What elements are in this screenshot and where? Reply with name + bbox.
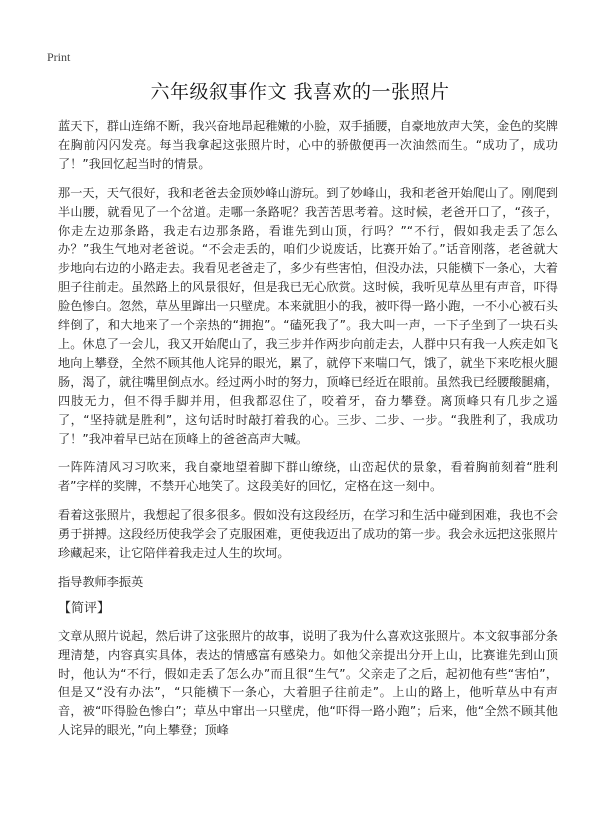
paragraph-2: 那一天，天气很好，我和老爸去金顶妙峰山游玩。到了妙峰山，我和老爸开始爬山了。刚爬到半山腰，就看见了一个岔道。走哪一条路呢？我苦苦思考着。这时候，老爸开口了，“孩子，你走左边那条路，我走右边那条路，看谁先到山顶，行吗？”“不行，假如我走丢了怎么办？”我生气地对老爸说。“不会走丢的，咱们少说废话，比赛开始了。”话音刚落，老爸就大步地向右边的小路走去。我看见老爸走了，多少有些害怕，但没办法，只能横下一条心，大着胆子往前走。虽然路上的风景很好，但是我已无心欣赏。这时候，我听见草丛里有声音，吓得脸色惨白。忽然，草丛里蹿出一只壁虎。本来就胆小的我，被吓得一路小跑，一不小心被石头绊倒了，和大地来了一个亲热的“拥抱”。“磕死我了”。我大叫一声，一下子坐到了一块石头上。休息了一会儿，我又开始爬山了，我三步并作两步向前走去，人群中只有我一人疾走如飞地向上攀登，全然不顾其他人诧异的眼光，累了，就停下来喘口气，饿了，就坐下来吃根火腿肠，渴了，就往嘴里倒点水。经过两小时的努力，顶峰已经近在眼前。虽然我已经腰酸腿痛，四肢无力，但不得手脚并用，但我都忍住了，咬着牙，奋力攀登。离顶峰只有几步之遥了，“坚持就是胜利”，这句话时时敲打着我的心。三步、二步、一步。“我胜利了，我成功了！”我冲着早已站在顶峰上的爸爸高声大喊。 xyxy=(58,185,558,446)
paragraph-3: 一阵阵清风习习吹来，我自豪地望着脚下群山缭绕，山峦起伏的景象，看着胸前刻着“胜利者”字样的奖牌，不禁开心地笑了。这段美好的回忆，定格在这一刻中。 xyxy=(58,460,558,494)
teacher-credit: 指导教师李振英 xyxy=(58,574,144,589)
print-link[interactable]: Print xyxy=(47,50,71,64)
article-body xyxy=(58,117,558,750)
paragraph-4: 看着这张照片，我想起了很多很多。假如没有这段经历，在学习和生活中碰到困难，我也不会勇于拼搏。这段经历使我学会了克服困难，更使我迈出了成功的第一步。我会永远把这张照片珍藏起来，让它陪伴着我走过人生的坎坷。 xyxy=(58,508,558,561)
paragraph-1: 蓝天下，群山连绵不断，我兴奋地昂起稚嫩的小脸，双手插腰，自豪地放声大笑，金色的奖牌在胸前闪闪发亮。每当我拿起这张照片时，心中的骄傲便再一次油然而生。“成功了，成功了！”我回忆起当时的情景。 xyxy=(58,119,558,171)
page-title: 六年级叙事作文 我喜欢的一张照片 xyxy=(150,81,450,103)
review-heading: 【简评】 xyxy=(58,600,111,616)
review-paragraph: 文章从照片说起，然后讲了这张照片的故事，说明了我为什么喜欢这张照片。本文叙事部分条理清楚，内容真实具体，表达的情感富有感染力。如他父亲提出分开上山，比赛谁先到山顶时，他认为“不行，假如走丢了怎么办”而且很“生气”。父亲走了之后，起初他有些“害怕”，但是又“没有办法”，“只能横下一条心，大着胆子往前走”。上山的路上，他听草丛中有声音，被“吓得脸色惨白”；草丛中窜出一只壁虎，他“吓得一路小跑”；后来，他“全然不顾其他人诧异的眼光，”向上攀登；顶峰 xyxy=(58,628,558,738)
